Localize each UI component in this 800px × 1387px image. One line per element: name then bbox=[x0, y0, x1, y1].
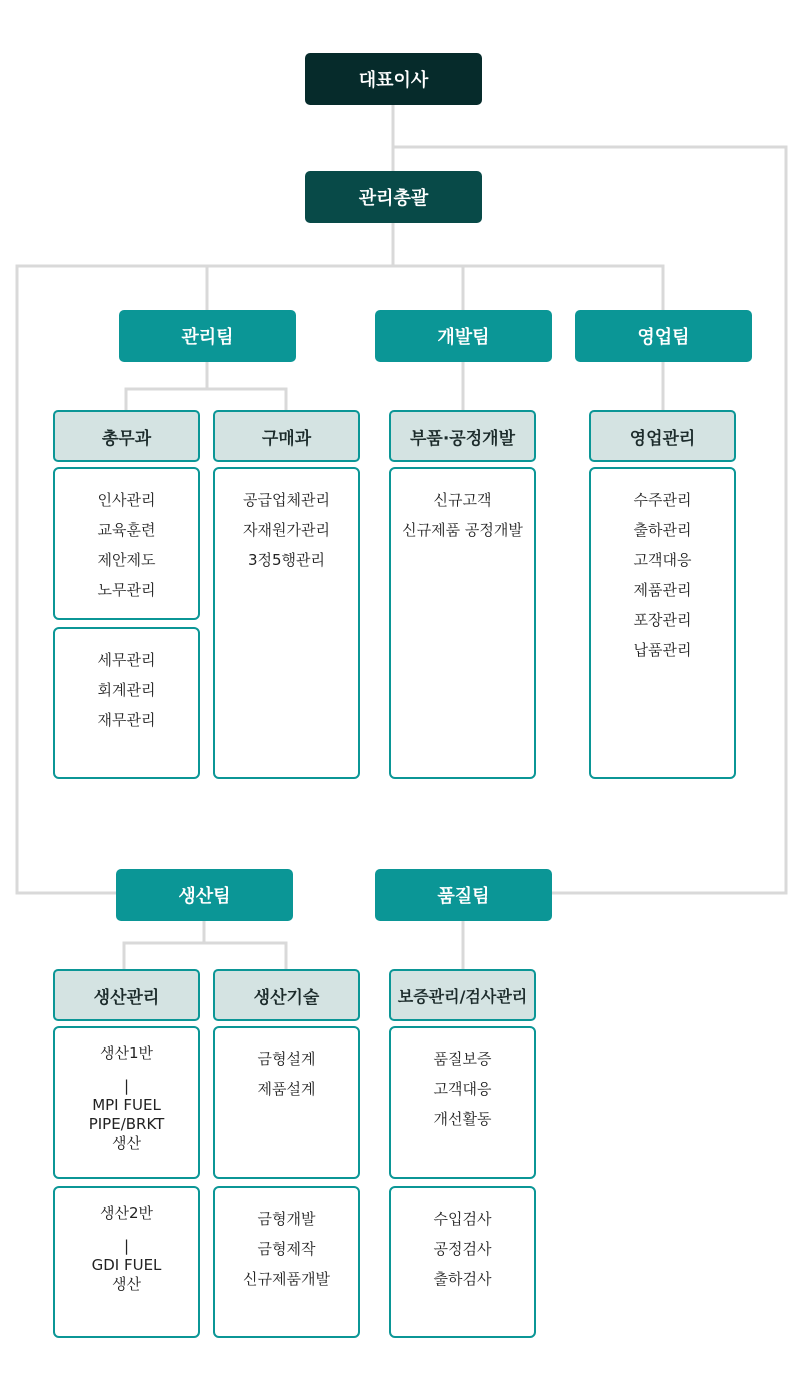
duty-item: GDI FUEL bbox=[91, 1256, 162, 1274]
production-line-title: 생산2반 bbox=[99, 1204, 153, 1222]
duty-item: 포장관리 bbox=[633, 611, 692, 629]
qa-duties-2 bbox=[389, 1186, 536, 1338]
general-affairs-duties-2 bbox=[53, 627, 200, 779]
section-sales-mgmt-label: 영업관리 bbox=[629, 428, 696, 449]
duty-item: 생산 bbox=[112, 1275, 141, 1293]
purchasing-duties bbox=[213, 467, 360, 779]
separator-mark: | bbox=[123, 1237, 130, 1255]
section-qa-inspection-label: 보증관리/검사관리 bbox=[397, 986, 528, 1006]
duty-item: 인사관리 bbox=[97, 491, 156, 509]
section-purchasing-label: 구매과 bbox=[261, 428, 312, 449]
team-management-label: 관리팀 bbox=[181, 327, 234, 348]
production-tech-duties-2 bbox=[213, 1186, 360, 1338]
separator-mark: | bbox=[123, 1077, 130, 1095]
duty-item: 고객대응 bbox=[633, 551, 692, 569]
duty-item: 수입검사 bbox=[433, 1210, 492, 1228]
section-production-tech-label: 생산기술 bbox=[253, 987, 320, 1008]
ceo-label: 대표이사 bbox=[358, 70, 429, 91]
connector-management-sections bbox=[126, 389, 286, 411]
duty-item: 고객대응 bbox=[433, 1080, 492, 1098]
duty-item: 생산 bbox=[112, 1134, 141, 1152]
production-line-2-box bbox=[53, 1186, 200, 1338]
duty-item: MPI FUEL bbox=[92, 1096, 161, 1114]
general-manager-label: 관리총괄 bbox=[358, 188, 429, 209]
duty-item: 공정검사 bbox=[433, 1240, 492, 1258]
team-production-node bbox=[116, 869, 293, 921]
duty-item: 납품관리 bbox=[633, 641, 692, 659]
duty-item: 신규제품개발 bbox=[243, 1270, 330, 1288]
duty-item: 금형개발 bbox=[257, 1210, 316, 1228]
section-parts-process bbox=[389, 410, 536, 462]
section-production-mgmt-label: 생산관리 bbox=[93, 987, 160, 1008]
sales-mgmt-duties bbox=[589, 467, 736, 779]
team-development-node bbox=[375, 310, 552, 362]
production-line-1-box bbox=[53, 1026, 200, 1179]
team-quality-label: 품질팀 bbox=[437, 886, 490, 907]
duty-item: 재무관리 bbox=[97, 711, 156, 729]
duty-item: 제품관리 bbox=[633, 581, 692, 599]
duty-item: 금형제작 bbox=[257, 1240, 316, 1258]
duty-item: 신규제품 공정개발 bbox=[402, 521, 523, 539]
ceo-node bbox=[305, 53, 482, 105]
production-line-title: 생산1반 bbox=[99, 1044, 153, 1062]
duty-item: 세무관리 bbox=[97, 651, 156, 669]
duty-item: 회계관리 bbox=[97, 681, 156, 699]
section-general-affairs bbox=[53, 410, 200, 462]
section-general-affairs-label: 총무과 bbox=[101, 428, 152, 449]
duty-item: PIPE/BRKT bbox=[88, 1115, 165, 1133]
team-sales-node bbox=[575, 310, 752, 362]
duty-item: 수주관리 bbox=[633, 491, 692, 509]
team-production-label: 생산팀 bbox=[178, 886, 231, 907]
section-production-mgmt bbox=[53, 969, 200, 1021]
section-qa-inspection bbox=[389, 969, 536, 1021]
duty-item: 교육훈련 bbox=[97, 521, 156, 539]
duty-item: 공급업체관리 bbox=[243, 491, 330, 509]
section-purchasing bbox=[213, 410, 360, 462]
team-development-label: 개발팀 bbox=[437, 327, 490, 348]
duty-item: 출하검사 bbox=[433, 1270, 492, 1288]
duty-item: 품질보증 bbox=[433, 1050, 492, 1068]
connector-production-sections bbox=[124, 943, 286, 970]
section-parts-process-label: 부품·공정개발 bbox=[410, 428, 515, 449]
section-production-tech bbox=[213, 969, 360, 1021]
general-manager-node bbox=[305, 171, 482, 223]
qa-duties-1 bbox=[389, 1026, 536, 1179]
duty-item: 출하관리 bbox=[633, 521, 692, 539]
team-quality-node bbox=[375, 869, 552, 921]
duty-item: 노무관리 bbox=[97, 581, 156, 599]
duty-item: 신규고객 bbox=[433, 491, 492, 509]
duty-item: 제안제도 bbox=[97, 551, 156, 569]
duty-item: 3정5행관리 bbox=[247, 551, 326, 569]
duty-item: 자재원가관리 bbox=[243, 521, 330, 539]
production-tech-duties-1 bbox=[213, 1026, 360, 1179]
section-sales-mgmt bbox=[589, 410, 736, 462]
general-affairs-duties-1 bbox=[53, 467, 200, 620]
duty-item: 제품설계 bbox=[257, 1080, 316, 1098]
duty-item: 개선활동 bbox=[433, 1110, 492, 1128]
parts-process-duties bbox=[389, 467, 536, 779]
team-management-node bbox=[119, 310, 296, 362]
duty-item: 금형설계 bbox=[257, 1050, 316, 1068]
team-sales-label: 영업팀 bbox=[637, 327, 690, 348]
